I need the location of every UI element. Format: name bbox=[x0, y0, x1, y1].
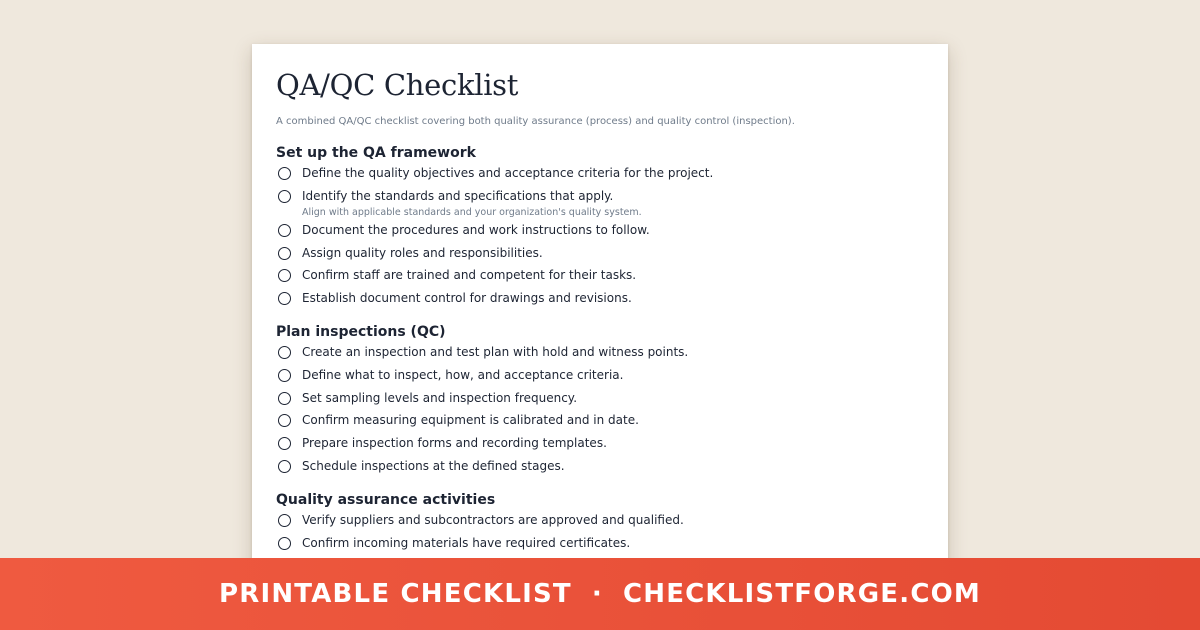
checklist-item-text: Identify the standards and specifications that apply. bbox=[302, 188, 614, 203]
checkbox-circle-icon[interactable] bbox=[278, 437, 291, 450]
checkbox-circle-icon[interactable] bbox=[278, 269, 291, 282]
checkbox-circle-icon[interactable] bbox=[278, 190, 291, 203]
checklist-item-body bbox=[302, 245, 543, 261]
checkbox-circle-icon[interactable] bbox=[278, 460, 291, 473]
banner-separator: · bbox=[591, 579, 603, 609]
checkbox-circle-icon[interactable] bbox=[278, 224, 291, 237]
checkbox-circle-icon[interactable] bbox=[278, 247, 291, 260]
checklist-item-body bbox=[302, 458, 565, 474]
checklist-section bbox=[276, 144, 924, 313]
checklist-item bbox=[276, 245, 924, 268]
checklist-item bbox=[276, 188, 924, 222]
footer-banner bbox=[0, 558, 1200, 630]
checklist-item-body bbox=[302, 267, 636, 283]
checklist-item-text: Prepare inspection forms and recording templates. bbox=[302, 436, 607, 451]
checklist-item-body bbox=[302, 222, 650, 238]
checklist-item-text: Confirm incoming materials have required certificates. bbox=[302, 535, 631, 550]
checklist-item bbox=[276, 412, 924, 435]
section-heading: Quality assurance activities bbox=[276, 491, 496, 508]
checklist-item bbox=[276, 435, 924, 458]
section-heading: Set up the QA framework bbox=[276, 145, 476, 161]
checklist-item-body bbox=[302, 188, 642, 222]
checklist-item bbox=[276, 222, 924, 245]
checklist-item-text: Establish document control for drawings and revisions. bbox=[302, 291, 632, 306]
checklist-item-text: Confirm measuring equipment is calibrated and in date. bbox=[302, 413, 639, 428]
checklist-item bbox=[276, 344, 924, 367]
section-heading: Plan inspections (QC) bbox=[276, 323, 446, 340]
checklist-item-text: Create an inspection and test plan with hold and witness points. bbox=[302, 344, 689, 359]
checklist-item bbox=[276, 290, 924, 313]
checklist-item bbox=[276, 458, 924, 481]
checklist-item-text: Confirm staff are trained and competent for their tasks. bbox=[302, 268, 637, 283]
checklist-item bbox=[276, 512, 924, 535]
checkbox-circle-icon[interactable] bbox=[278, 292, 291, 305]
checklist-item bbox=[276, 535, 924, 558]
page-title: QA/QC Checklist bbox=[276, 68, 519, 102]
checklist-section bbox=[276, 323, 924, 481]
checkbox-circle-icon[interactable] bbox=[278, 537, 291, 550]
checkbox-circle-icon[interactable] bbox=[278, 346, 291, 359]
banner-site-link[interactable]: CHECKLISTFORGE.COM bbox=[622, 579, 982, 609]
checklist-item bbox=[276, 390, 924, 413]
checklist-item bbox=[276, 165, 924, 188]
page-subtitle: A combined QA/QC checklist covering both quality assurance (process) and quality control (inspection). bbox=[276, 116, 795, 127]
checklist-item-text: Verify suppliers and subcontractors are approved and qualified. bbox=[302, 512, 684, 527]
checklist-item-body bbox=[302, 435, 607, 451]
checklist-item-text: Define the quality objectives and acceptance criteria for the project. bbox=[302, 166, 714, 180]
checklist-item bbox=[276, 267, 924, 290]
checklist-item-text: Schedule inspections at the defined stages. bbox=[302, 458, 565, 473]
checklist-item-body bbox=[302, 344, 688, 360]
checklist-item-text: Document the procedures and work instructions to follow. bbox=[302, 222, 650, 237]
checkbox-circle-icon[interactable] bbox=[278, 369, 291, 382]
checklist-item-text: Set sampling levels and inspection frequency. bbox=[302, 390, 578, 405]
checkbox-circle-icon[interactable] bbox=[278, 514, 291, 527]
checklist-item-body bbox=[302, 412, 639, 428]
checklist-item-text: Define what to inspect, how, and acceptance criteria. bbox=[302, 367, 624, 382]
checklist-item-body bbox=[302, 390, 577, 406]
checklist-paper bbox=[252, 44, 948, 604]
checklist-item-body bbox=[302, 367, 623, 383]
checklist-item bbox=[276, 367, 924, 390]
checklist-item-body bbox=[302, 512, 684, 528]
checklist-item-note: Align with applicable standards and your organization's quality system. bbox=[302, 206, 642, 218]
checklist-item-body bbox=[302, 165, 713, 181]
checkbox-circle-icon[interactable] bbox=[278, 392, 291, 405]
checklist-item-body bbox=[302, 290, 632, 306]
checkbox-circle-icon[interactable] bbox=[278, 414, 291, 427]
checklist-item-body bbox=[302, 535, 630, 551]
banner-label: PRINTABLE CHECKLIST bbox=[218, 579, 572, 609]
checkbox-circle-icon[interactable] bbox=[278, 167, 291, 180]
checklist-section bbox=[276, 491, 924, 558]
checklist-sections bbox=[276, 144, 924, 557]
checklist-item-text: Assign quality roles and responsibilities. bbox=[302, 245, 543, 260]
